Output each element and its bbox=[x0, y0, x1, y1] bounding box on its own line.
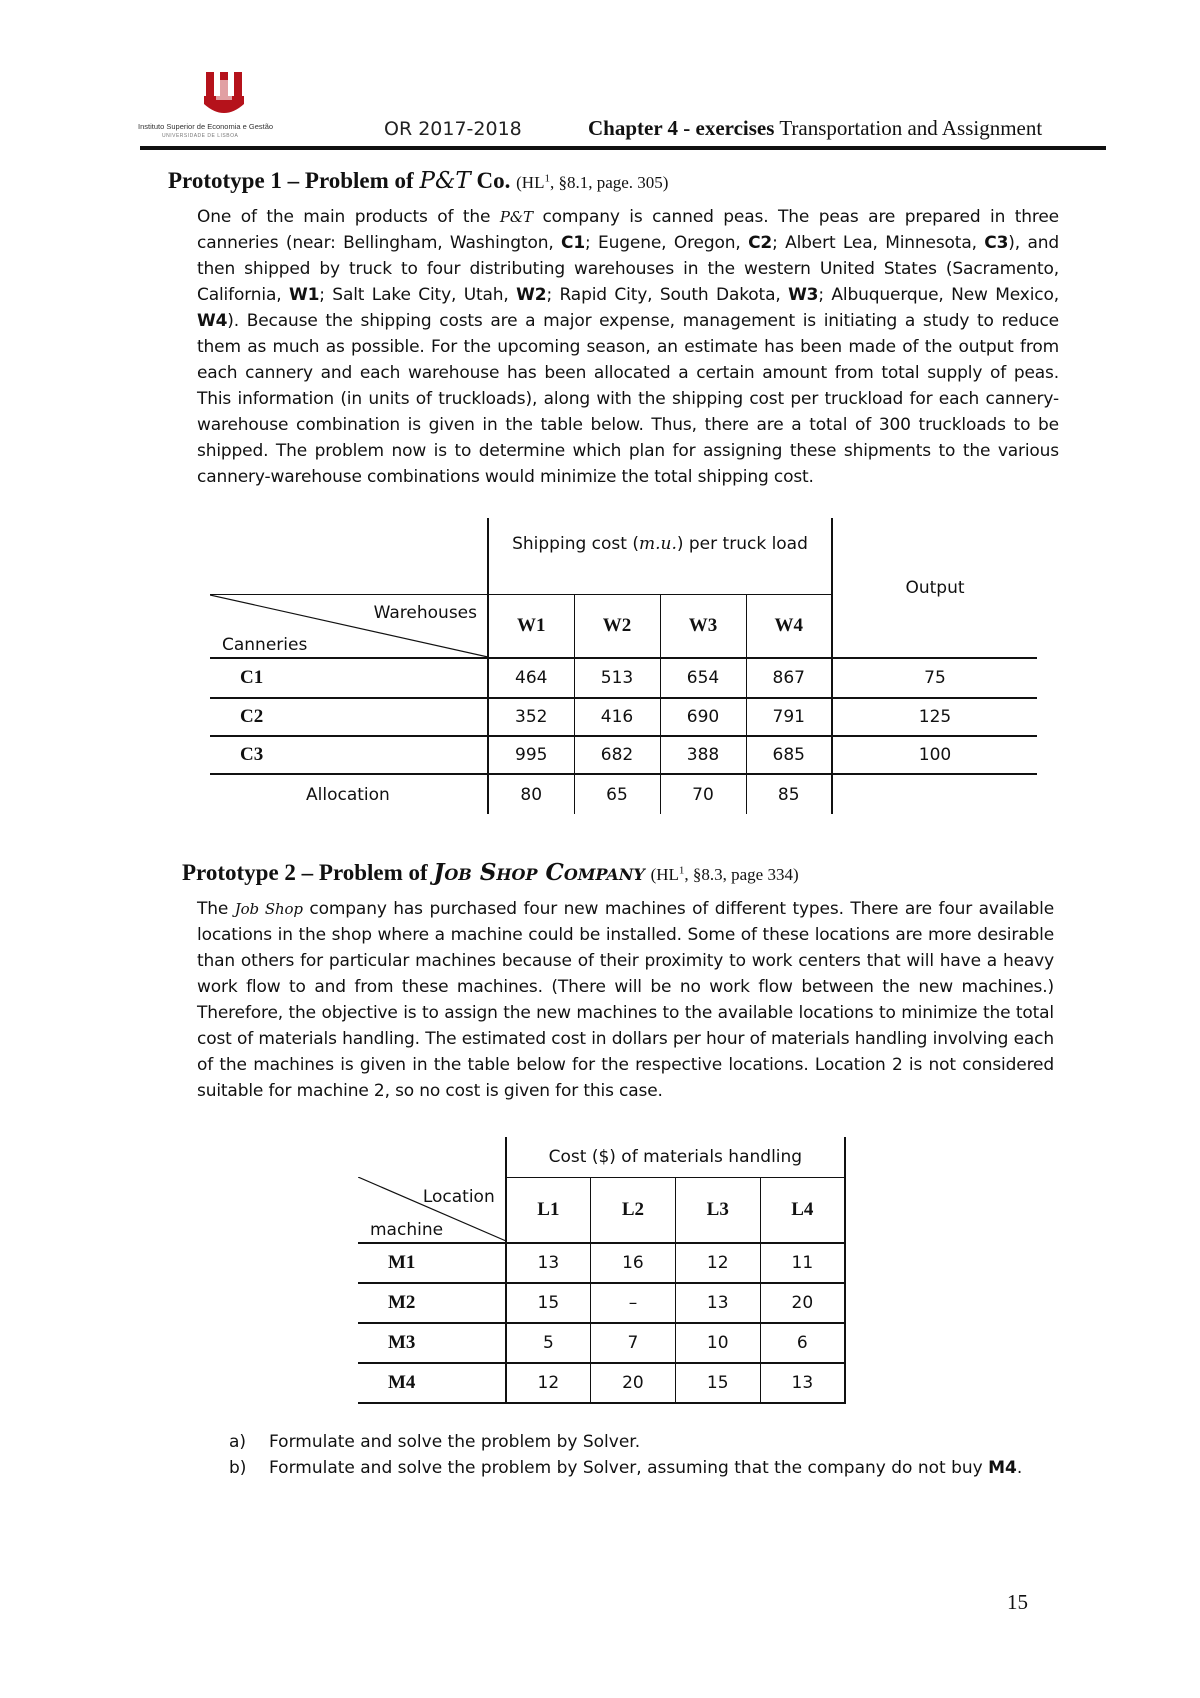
table-row bbox=[210, 658, 1037, 698]
institution-subtitle: UNIVERSIDADE DE LISBOA bbox=[162, 133, 239, 139]
row-header-c2: C2 bbox=[210, 698, 488, 736]
text-run: ; Salt Lake City, Utah, bbox=[319, 285, 517, 305]
row-header-m1: M1 bbox=[358, 1243, 506, 1283]
shipping-cost-table bbox=[210, 518, 1037, 814]
course-label: OR 2017-2018 bbox=[384, 118, 522, 140]
list-item bbox=[229, 1429, 1054, 1455]
table-row bbox=[358, 1243, 845, 1283]
prototype1-reference: ($HL^1$, §8.1, page. 305) bbox=[516, 172, 669, 192]
cost-cell: 11 bbox=[760, 1243, 845, 1283]
italic-text: Job Shop bbox=[234, 900, 303, 918]
cost-cell: 416 bbox=[574, 698, 660, 736]
cost-cell: 995 bbox=[488, 736, 574, 774]
cost-cell: 7 bbox=[591, 1323, 676, 1363]
allocation-row bbox=[210, 774, 1037, 814]
bold-text: W4 bbox=[197, 311, 228, 331]
cost-cell: 13 bbox=[675, 1283, 760, 1323]
chapter-bold: Chapter 4 - exercises bbox=[588, 116, 775, 140]
cost-cell: 867 bbox=[746, 658, 832, 698]
text-run: ), and then shipped by truck to four distributing warehouses in the western United States (Sacramento, California, bbox=[197, 233, 1060, 305]
cost-cell: 16 bbox=[591, 1243, 676, 1283]
row-header-m3: M3 bbox=[358, 1323, 506, 1363]
machine-label: machine bbox=[370, 1220, 444, 1240]
column-l2: L2 bbox=[591, 1177, 676, 1243]
output-cell: 100 bbox=[832, 736, 1037, 774]
prototype1-company: P&T bbox=[419, 168, 471, 194]
text-run: Formulate and solve the problem by Solver, assuming that the company do not buy bbox=[269, 1458, 989, 1478]
text-run: company has purchased four new machines of different types. There are four available locations in the shop where a machine could be installed. Some of these locations are more desirable than others for particular machines because of their proximity to work centers that will have a heavy work flow to and from these machines. (There will be no work flow between the new machines.) Therefore, the objective is to assign the new machines to the available locations to minimize the total cost of materials handling. The estimated cost in dollars per hour of materials handling involving each of the machines is given in the table below for the respective locations. Location 2 is not considered suitable for machine 2, so no cost is given for this case. bbox=[197, 899, 1055, 1101]
text-run: ). Because the shipping costs are a major expense, management is initiating a study to reduce them as much as possible. For the upcoming season, an estimate has been made of the output from each cannery and each warehouse has been allocated a certain amount from total supply of peas. This information (in units of truckloads), along with the shipping cost per truckload for each cannery-warehouse combination is given in the table below. Thus, there are a total of 300 truckloads to be shipped. The problem now is to determine which plan for assigning these shipments to the various cannery-warehouse combinations would minimize the total shipping cost. bbox=[197, 311, 1059, 487]
chapter-title bbox=[588, 116, 1042, 141]
bold-text: W2 bbox=[516, 285, 547, 305]
cost-cell: 15 bbox=[675, 1363, 760, 1403]
prototype2-company: Job Shop Company bbox=[433, 859, 645, 886]
table-row bbox=[358, 1283, 845, 1323]
cost-cell: 12 bbox=[506, 1363, 591, 1403]
cost-cell: 6 bbox=[760, 1323, 845, 1363]
shipping-cost-header: Shipping cost (m.u.) per truck load bbox=[488, 518, 832, 594]
cost-cell: 388 bbox=[660, 736, 746, 774]
cost-cell: 20 bbox=[760, 1283, 845, 1323]
list-item bbox=[229, 1455, 1054, 1481]
cost-cell: 13 bbox=[506, 1243, 591, 1283]
table-row bbox=[358, 1323, 845, 1363]
prototype1-title-suffix: Co. bbox=[476, 168, 511, 193]
list-marker: b) bbox=[229, 1458, 247, 1478]
text-run: One of the main products of the bbox=[197, 207, 500, 227]
cost-cell: 352 bbox=[488, 698, 574, 736]
prototype1-heading bbox=[168, 168, 668, 194]
column-w1: W1 bbox=[488, 594, 574, 658]
bold-text: C1 bbox=[561, 233, 586, 253]
text-run: . bbox=[1016, 1458, 1023, 1478]
allocation-label: Allocation bbox=[306, 784, 390, 805]
text-run: ; Albert Lea, Minnesota, bbox=[772, 233, 985, 253]
text-run: The bbox=[197, 899, 235, 919]
cost-cell: 15 bbox=[506, 1283, 591, 1323]
canneries-label: Canneries bbox=[222, 635, 308, 655]
prototype2-heading bbox=[182, 859, 799, 886]
column-w3: W3 bbox=[660, 594, 746, 658]
column-l1: L1 bbox=[506, 1177, 591, 1243]
chapter-topic: Transportation and Assignment bbox=[779, 116, 1043, 140]
cost-cell: 20 bbox=[591, 1363, 676, 1403]
output-cell: 75 bbox=[832, 658, 1037, 698]
cost-cell: 5 bbox=[506, 1323, 591, 1363]
materials-handling-table bbox=[358, 1137, 846, 1404]
output-header: Output bbox=[832, 518, 1037, 658]
allocation-cell: 65 bbox=[574, 774, 660, 814]
italic-text: P&T bbox=[499, 208, 533, 226]
cost-cell: 685 bbox=[746, 736, 832, 774]
row-header-c3: C3 bbox=[210, 736, 488, 774]
cost-cell: 13 bbox=[760, 1363, 845, 1403]
prototype1-paragraph bbox=[197, 204, 1059, 490]
cost-cell: 654 bbox=[660, 658, 746, 698]
cost-cell: 791 bbox=[746, 698, 832, 736]
bold-text: W1 bbox=[288, 285, 320, 305]
cost-cell: 690 bbox=[660, 698, 746, 736]
prototype1-title-prefix: Prototype 1 – Problem of bbox=[168, 168, 414, 193]
allocation-cell: 70 bbox=[660, 774, 746, 814]
header-rule bbox=[140, 146, 1106, 150]
allocation-cell: 80 bbox=[488, 774, 574, 814]
text-run: company is canned peas. The peas are prepared in three canneries (near: Bellingham, Washington, bbox=[197, 207, 1059, 253]
diagonal-header-cell bbox=[210, 594, 488, 658]
table-row bbox=[358, 1363, 845, 1403]
table-row bbox=[210, 698, 1037, 736]
row-header-c1: C1 bbox=[210, 658, 488, 698]
prototype2-reference: ($HL^1$, §8.3, page 334) bbox=[650, 864, 799, 884]
bold-text: W3 bbox=[788, 285, 819, 305]
bold-text: C2 bbox=[748, 233, 773, 253]
logo-emblem-icon bbox=[138, 70, 308, 122]
text-run: ; Eugene, Oregon, bbox=[585, 233, 749, 253]
allocation-cell: 85 bbox=[746, 774, 832, 814]
column-w4: W4 bbox=[746, 594, 832, 658]
list-marker: a) bbox=[229, 1432, 247, 1452]
page-number: 15 bbox=[1007, 1590, 1028, 1614]
warehouses-label: Warehouses bbox=[373, 602, 477, 623]
institution-logo bbox=[138, 70, 308, 140]
cost-cell: 464 bbox=[488, 658, 574, 698]
output-cell: 125 bbox=[832, 698, 1037, 736]
prototype2-paragraph bbox=[197, 896, 1054, 1104]
materials-cost-header: Cost ($) of materials handling bbox=[506, 1137, 845, 1177]
bold-text: M4 bbox=[988, 1458, 1017, 1478]
location-label: Location bbox=[422, 1187, 495, 1207]
cost-cell: 682 bbox=[574, 736, 660, 774]
text-run: ; Albuquerque, New Mexico, bbox=[818, 285, 1059, 305]
diagonal-header-cell bbox=[358, 1177, 506, 1243]
row-header-m2: M2 bbox=[358, 1283, 506, 1323]
column-w2: W2 bbox=[574, 594, 660, 658]
column-l3: L3 bbox=[675, 1177, 760, 1243]
cost-cell: 513 bbox=[574, 658, 660, 698]
text-run: Formulate and solve the problem by Solver. bbox=[269, 1432, 641, 1452]
bold-text: C3 bbox=[984, 233, 1009, 253]
cost-cell: 12 bbox=[675, 1243, 760, 1283]
prototype2-title-prefix: Prototype 2 – Problem of bbox=[182, 860, 428, 885]
column-l4: L4 bbox=[760, 1177, 845, 1243]
questions-list bbox=[229, 1429, 1054, 1481]
cost-cell: – bbox=[591, 1283, 676, 1323]
cost-cell: 10 bbox=[675, 1323, 760, 1363]
institution-name: Instituto Superior de Economia e Gestão bbox=[138, 122, 274, 131]
row-header-m4: M4 bbox=[358, 1363, 506, 1403]
text-run: ; Rapid City, South Dakota, bbox=[546, 285, 789, 305]
table-row bbox=[210, 736, 1037, 774]
